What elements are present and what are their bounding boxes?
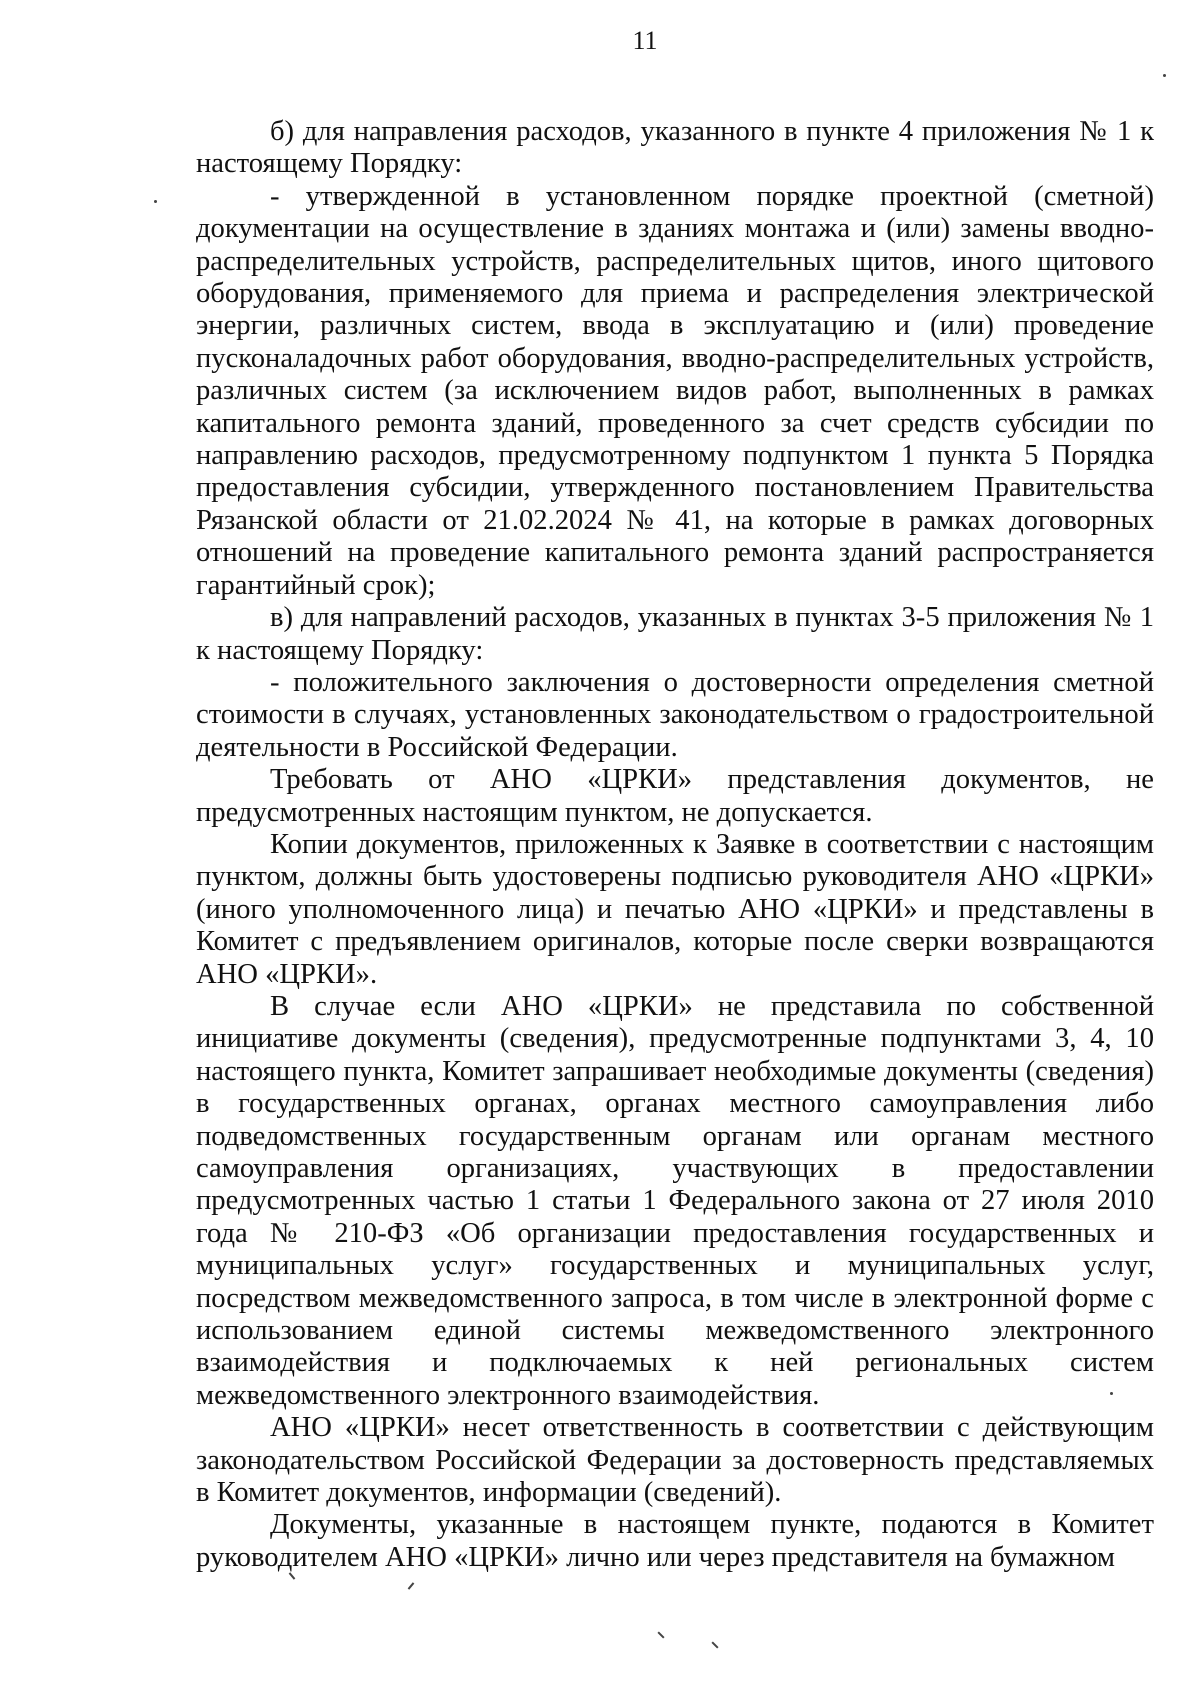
paragraph: Документы, указанные в настоящем пункте, подаются в Комитет руководителем АНО «ЦРКИ» лично или через представителя на бумажном: [196, 1509, 1154, 1573]
scan-speck: [1110, 1392, 1113, 1395]
paragraph: в) для направлений расходов, указанных в пунктах 3-5 приложения № 1 к настоящему Порядку:: [196, 602, 1154, 666]
scan-speck: [154, 200, 157, 203]
paragraph: В случае если АНО «ЦРКИ» не представила по собственной инициативе документы (сведения), предусмотренные подпунктами 3, 4, 10 настоящего пункта, Комитет запрашивает необходимые документы (сведения) в государственных органах, органах местного самоуправления либо подведомственных государственным органам или органам местного самоуправления организациях, участвующих в предоставлении предусмотренных частью 1 статьи 1 Федерального закона от 27 июля 2010 года № 210-ФЗ «Об организации предоставления государственных и муниципальных услуг» государственных и муниципальных услуг, посредством межведомственного запроса, в том числе в электронной форме с использованием единой системы межведомственного электронного взаимодействия и подключаемых к ней региональных систем межведомственного электронного взаимодействия.: [196, 990, 1154, 1411]
scan-speck: [1163, 74, 1166, 77]
document-body: [196, 116, 1154, 1574]
paragraph: Копии документов, приложенных к Заявке в соответствии с настоящим пунктом, должны быть удостоверены подписью руководителя АНО «ЦРКИ» (иного уполномоченного лица) и печатью АНО «ЦРКИ» и представлены в Комитет с предъявлением оригиналов, которые после сверки возвращаются АНО «ЦРКИ».: [196, 828, 1154, 990]
paragraph: - утвержденной в установленном порядке проектной (сметной) документации на осуществление в зданиях монтажа и (или) замены вводно-распределительных устройств, распределительных щитов, иного щитового оборудования, применяемого для приема и распределения электрической энергии, различных систем, ввода в эксплуатацию и (или) проведение пусконаладочных работ оборудования, вводно-распределительных устройств, различных систем (за исключением видов работ, выполненных в рамках капитального ремонта зданий, проведенного за счет средств субсидии по направлению расходов, предусмотренному подпунктом 1 пункта 5 Порядка предоставления субсидии, утвержденного постановлением Правительства Рязанской области от 21.02.2024 № 41, на которые в рамках договорных отношений на проведение капитального ремонта зданий распространяется гарантийный срок);: [196, 180, 1154, 601]
paragraph: - положительного заключения о достоверности определения сметной стоимости в случаях, установленных законодательством о градостроительной деятельности в Российской Федерации.: [196, 666, 1154, 763]
scan-speck: [657, 1631, 664, 1638]
scan-speck: [711, 1641, 718, 1648]
paragraph: б) для направления расходов, указанного в пункте 4 приложения № 1 к настоящему Порядку:: [196, 116, 1154, 180]
page-number: 11: [632, 26, 658, 55]
paragraph: Требовать от АНО «ЦРКИ» представления документов, не предусмотренных настоящим пунктом, не допускается.: [196, 764, 1154, 828]
paragraph: АНО «ЦРКИ» несет ответственность в соответствии с действующим законодательством Российской Федерации за достоверность представляемых в Комитет документов, информации (сведений).: [196, 1412, 1154, 1509]
scan-speck: [408, 1582, 415, 1589]
